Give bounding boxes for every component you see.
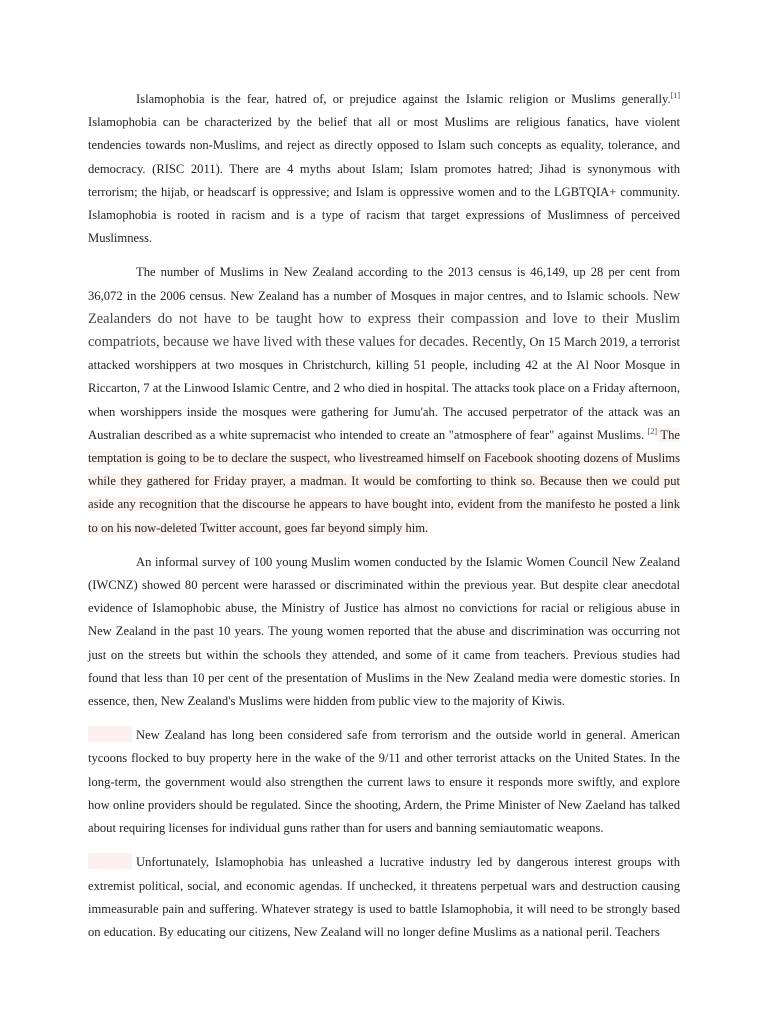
paragraph-text: An informal survey of 100 young Muslim women conducted by the Islamic Women Council New Zealand (IWCNZ) showed 80 percent were harassed or discriminated within the previous year. But despite clear anecdotal evidence of Islamophobic abuse, the Ministry of Justice has almost no convictions for racial or religious abuse in New Zealand in the past 10 years. The young women reported that the abuse and discrimination was occurring not just on the streets but within the schools they attended, and some of it came from teachers. Previous studies had found that less than 10 per cent of the presentation of Muslims in the New Zealand media were domestic stories. In essence, then, New Zealand's Muslims were hidden from public view to the majority of Kiwis. [88, 554, 680, 709]
paragraph-text: On 15 March 2019, a terrorist attacked worshippers at two mosques in Christchurch, killing 51 people, including 42 at the Al Noor Mosque in Riccarton, 7 at the Linwood Islamic Centre, and 2 who died in hospital. The attacks took place on a Friday afternoon, when worshippers inside the mosques were gathering for Jumu'ah. The accused perpetrator of the attack was an Australian described as a white supremacist who intended to create an "atmosphere of fear" against Muslims. [88, 335, 680, 442]
paragraph-5 [88, 851, 680, 944]
indent-highlight [88, 726, 132, 742]
footnote-ref-1: [1] [670, 90, 680, 100]
paragraph-text: New Zealand has long been considered safe from terrorism and the outside world in general. American tycoons flocked to buy property here in the wake of the 9/11 and other terrorist attacks on the United States. In the long-term, the government would also strengthen the current laws to ensure it responds more swiftly, and explore how online providers should be regulated. Since the shooting, Ardern, the Prime Minister of New Zaeland has talked about requiring licenses for individual guns rather than for users and banning semiautomatic weapons. [88, 728, 680, 836]
paragraph-text: The number of Muslims in New Zealand according to the 2013 census is 46,149, up 28 per cent from 36,072 in the 2006 census. New Zealand has a number of Mosques in major centres, and to Islamic schools. [88, 265, 680, 303]
paragraph-4 [88, 724, 680, 840]
paragraph-text: Islamophobia is the fear, hatred of, or prejudice against the Islamic religion or Muslims generally. [136, 92, 671, 106]
paragraph-1 [88, 88, 680, 250]
quoted-text: Recently, [468, 334, 530, 351]
paragraph-2 [88, 261, 680, 539]
paragraph-3 [88, 551, 680, 713]
quoted-text: New Zealanders do not have to be taught how to express their compassion and love to their Muslim compatriots, because we have lived with these values for decades. [88, 287, 680, 351]
document-body [88, 88, 680, 955]
indent-highlight [88, 853, 132, 869]
paragraph-text: Islamophobia can be characterized by the belief that all or most Muslims are religious fanatics, have violent tendencies towards non-Muslims, and reject as directly opposed to Islam such concepts as equality, tolerance, and democracy. (RISC 2011). There are 4 myths about Islam; Islam promotes hatred; Jihad is synonymous with terrorism; the hijab, or headscarf is oppressive; and Islam is oppressive women and to the LGBTQIA+ community. Islamophobia is rooted in racism and is a type of racism that target expressions of Muslimness of perceived Muslimness. [88, 115, 680, 246]
paragraph-text: Unfortunately, Islamophobia has unleashed a lucrative industry led by dangerous interest groups with extremist political, social, and economic agendas. If unchecked, it threatens perpetual wars and destruction causing immeasurable pain and suffering. Whatever strategy is used to battle Islamophobia, it will need to be strongly based on education. By educating our citizens, New Zealand will no longer define Muslims as a national peril. Teachers [88, 855, 680, 939]
footnote-ref-2: [2] [647, 426, 658, 436]
highlighted-text: The temptation is going to be to declare the suspect, who livestreamed himself on Facebook shooting dozens of Muslims while they gathered for Friday prayer, a madman. It would be comforting to think so. Because then we could put aside any recognition that the discourse he appears to have bought into, evident from the manifesto he posted a link to on his now-deleted Twitter account, goes far beyond simply him. [88, 427, 680, 535]
